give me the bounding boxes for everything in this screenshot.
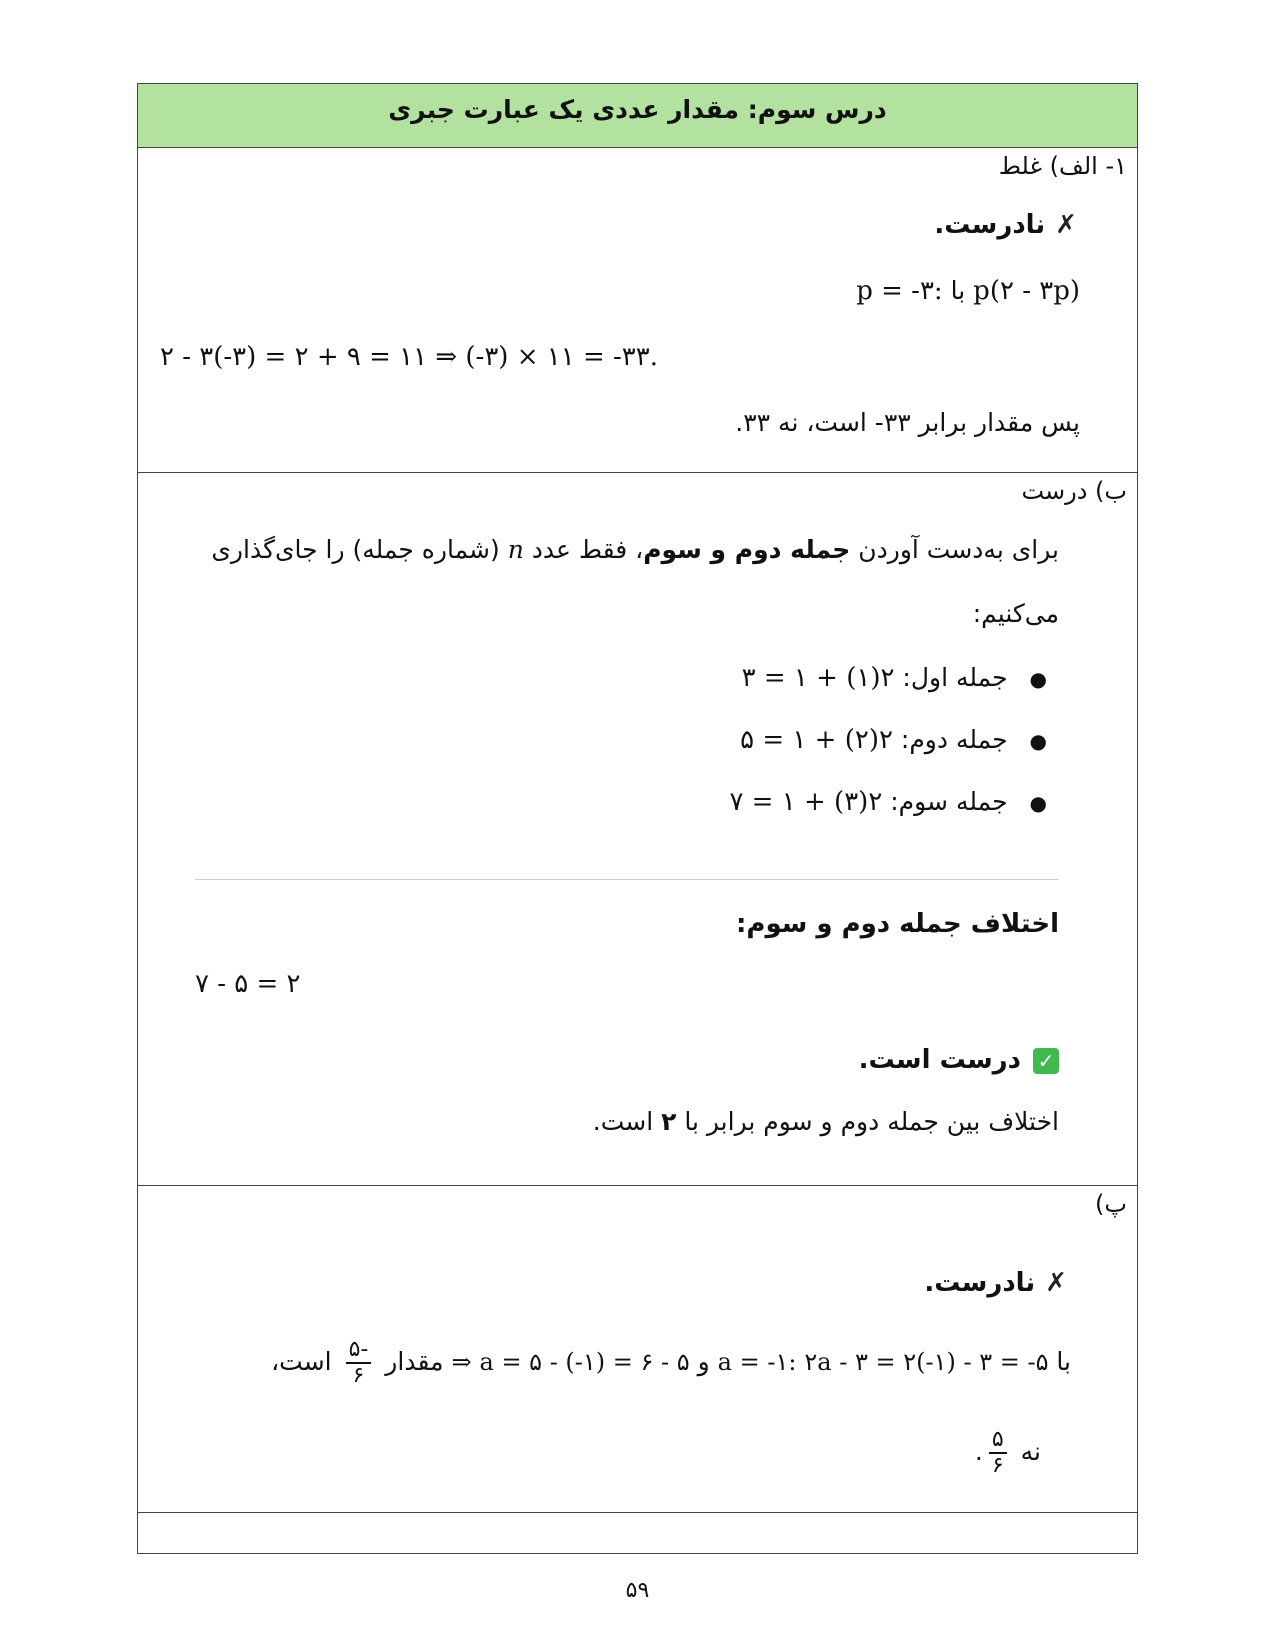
list-item: ●جمله اول: ۲(۱) + ۱ = ۳ — [741, 663, 1047, 693]
difference-heading: اختلاف جمله دوم و سوم: — [735, 909, 1059, 939]
part-b-verdict: ✓درست است. — [859, 1045, 1059, 1075]
empty-row — [138, 1512, 1137, 1553]
part-b-label: ب) درست — [1021, 477, 1127, 505]
title-row — [138, 84, 1137, 147]
difference-calculation: ۷ - ۵ = ۲ — [195, 969, 301, 999]
cross-icon: ✗ — [1045, 1268, 1067, 1298]
part-a-row — [138, 147, 1137, 472]
given-with: با — [950, 276, 966, 305]
part-c-calculation: با a = -۱: ۲a - ۳ = ۲(-۱) - ۳ = -۵ و ۵ - a = ۵ - (-۱) = ۶ ⇒ مقدار $\frac{-۵}{۶}$ است، — [271, 1337, 1071, 1388]
fraction: $\frac{۵}{۶}$ — [989, 1428, 1007, 1478]
page-number: ۵۹ — [625, 1578, 650, 1603]
list-item: ●جمله سوم: ۲(۳) + ۱ = ۷ — [729, 787, 1047, 817]
part-a-conclusion: پس مقدار برابر ۳۳- است، نه ۳۳. — [735, 408, 1080, 437]
part-c-label: پ) — [1095, 1190, 1127, 1218]
part-a-verdict: ✗نادرست. — [934, 210, 1077, 240]
given-expression: p(۲ - ۳p) — [973, 276, 1080, 306]
part-b-row — [138, 472, 1137, 1185]
bullet-icon: ● — [1029, 667, 1047, 691]
part-a-calculation: ۲ - ۳(-۳) = ۲ + ۹ = ۱۱ ⇒ (-۳) × ۱۱ = -۳۳. — [160, 342, 658, 372]
part-b-conclusion: اختلاف بین جمله دوم و سوم برابر با ۲ است. — [592, 1107, 1059, 1136]
part-c-conclusion: نه $\frac{۵}{۶}$ . — [974, 1427, 1041, 1478]
checkmark-icon: ✓ — [1033, 1048, 1059, 1074]
part-c-row — [138, 1185, 1137, 1512]
part-b-intro: برای به‌دست آوردن جمله دوم و سوم، فقط عدد n (شماره جمله) را جای‌گذاری — [211, 535, 1059, 564]
list-item: ●جمله دوم: ۲(۲) + ۱ = ۵ — [740, 725, 1047, 755]
part-c-verdict: ✗نادرست. — [924, 1268, 1067, 1298]
bullet-icon: ● — [1029, 791, 1047, 815]
part-b-intro-line2: می‌کنیم: — [972, 599, 1059, 628]
answer-table — [137, 83, 1138, 1554]
fraction: $\frac{-۵}{۶}$ — [346, 1338, 372, 1388]
divider — [195, 879, 1059, 880]
page-title: درس سوم: مقدار عددی یک عبارت جبری — [388, 95, 887, 124]
part-a-given — [856, 276, 1080, 306]
part-a-label: ۱- الف) غلط — [998, 152, 1127, 180]
cross-icon: ✗ — [1055, 210, 1077, 240]
given-value: :p = -۳ — [856, 276, 943, 306]
bullet-icon: ● — [1029, 729, 1047, 753]
